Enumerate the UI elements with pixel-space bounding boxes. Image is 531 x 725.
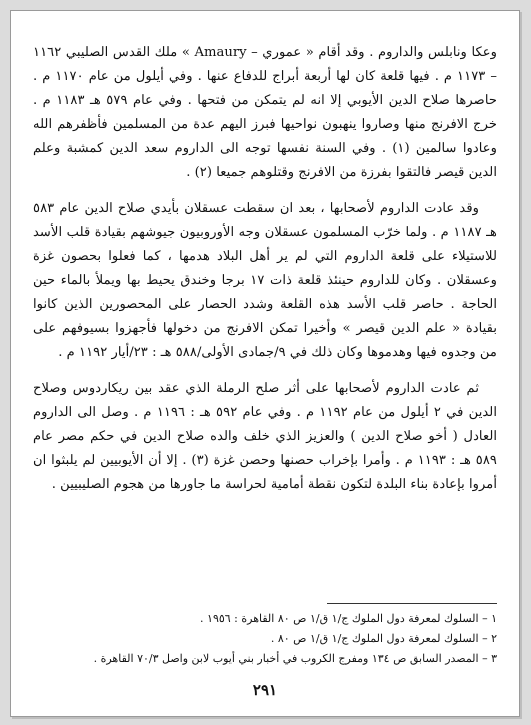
page-number: ٢٩١ — [252, 681, 278, 699]
book-page — [10, 10, 520, 717]
main-text — [33, 41, 497, 509]
paragraph-2: وقد عادت الداروم لأصحابها ، بعد ان سقطت عسقلان بأيدي صلاح الدين عام ٥٨٣ هـ ١١٨٧ م . ولما خرّب المسلمون عسقلان وجه الأوروبيون جيوشهم بقيادة قلب الأسد للاستيلاء على قلعة الداروم التي لم ير أهل البلاد هدمها ، كما فعلوا بحصون غزة وعسقلان . وكان للداروم حينئذ قلعة ذات ١٧ برجا وخندق يحيط بها ويملأ بالماء حين الحاجة . حاصر قلب الأسد هذه القلعة وشدد الحصار على المحصورين الذين كانوا بقيادة « علم الدين قيصر » وأخيرا تمكن الافرنج من دخولها فأجهزوا بسيوفهم على من وجدوه فيها وهدموها وكان ذلك في ٩/جمادى الأولى/٥٨٨ هـ : ٢٣/أيار ١١٩٢ م . — [33, 201, 497, 360]
footnote-divider — [327, 603, 497, 604]
paragraph-1: وعكا ونابلس والداروم . وقد أقام « عموري – Amaury » ملك القدس الصليبي ١١٦٢ – ١١٧٣ م . فيها قلعة كان لها أربعة أبراج للدفاع عنها . وفي أيلول من عام ١١٧٠ م . حاصرها صلاح الدين الأيوبي إلا انه لم يتمكن من فتحها . وفي عام ٥٧٩ هـ ١١٨٣ م . خرج الافرنج منها وصاروا ينهبون نواحيها فبرز اليهم عدة من المسلمين فأظفرهم الله وعادوا سالمين (١) . وفي السنة نفسها توجه الى الداروم سعد الدين كمشبة وعلم الدين قيصر فالتقوا بفرزة من الافرنج وقتلوهم جميعا (٢) . — [33, 45, 498, 180]
footnotes — [33, 609, 497, 669]
footnote-3: ٣ – المصدر السابق ص ١٣٤ ومفرج الكروب في أخبار بني أيوب لابن واصل ٧٠/٣ القاهرة . — [93, 652, 497, 665]
footnote-2: ٢ – السلوك لمعرفة دول الملوك ج/١ ق/١ ص ٨٠ . — [270, 632, 497, 645]
footnote-1: ١ – السلوك لمعرفة دول الملوك ج/١ ق/١ ص ٨٠ القاهرة : ١٩٥٦ . — [200, 612, 497, 625]
paragraph-3: ثم عادت الداروم لأصحابها على أثر صلح الرملة الذي عقد بين ريكاردوس وصلاح الدين في ٢ أيلول من عام ١١٩٢ م . وفي عام ٥٩٢ هـ : ١١٩٦ م . وصل الى الداروم العادل ( أخو صلاح الدين ) والعزيز الذي خلف والده صلاح الدين في حكم مصر عام ٥٨٩ هـ : ١١٩٣ م . وأمرا بإخراب حصنها وحصن غزة (٣) . إلا أن الأيوبيين لم يلبثوا ان أمروا بإعادة بناء البلدة لتكون نقطة أمامية لحراسة ما جاورها من هجوم الصليبيين . — [33, 381, 497, 492]
